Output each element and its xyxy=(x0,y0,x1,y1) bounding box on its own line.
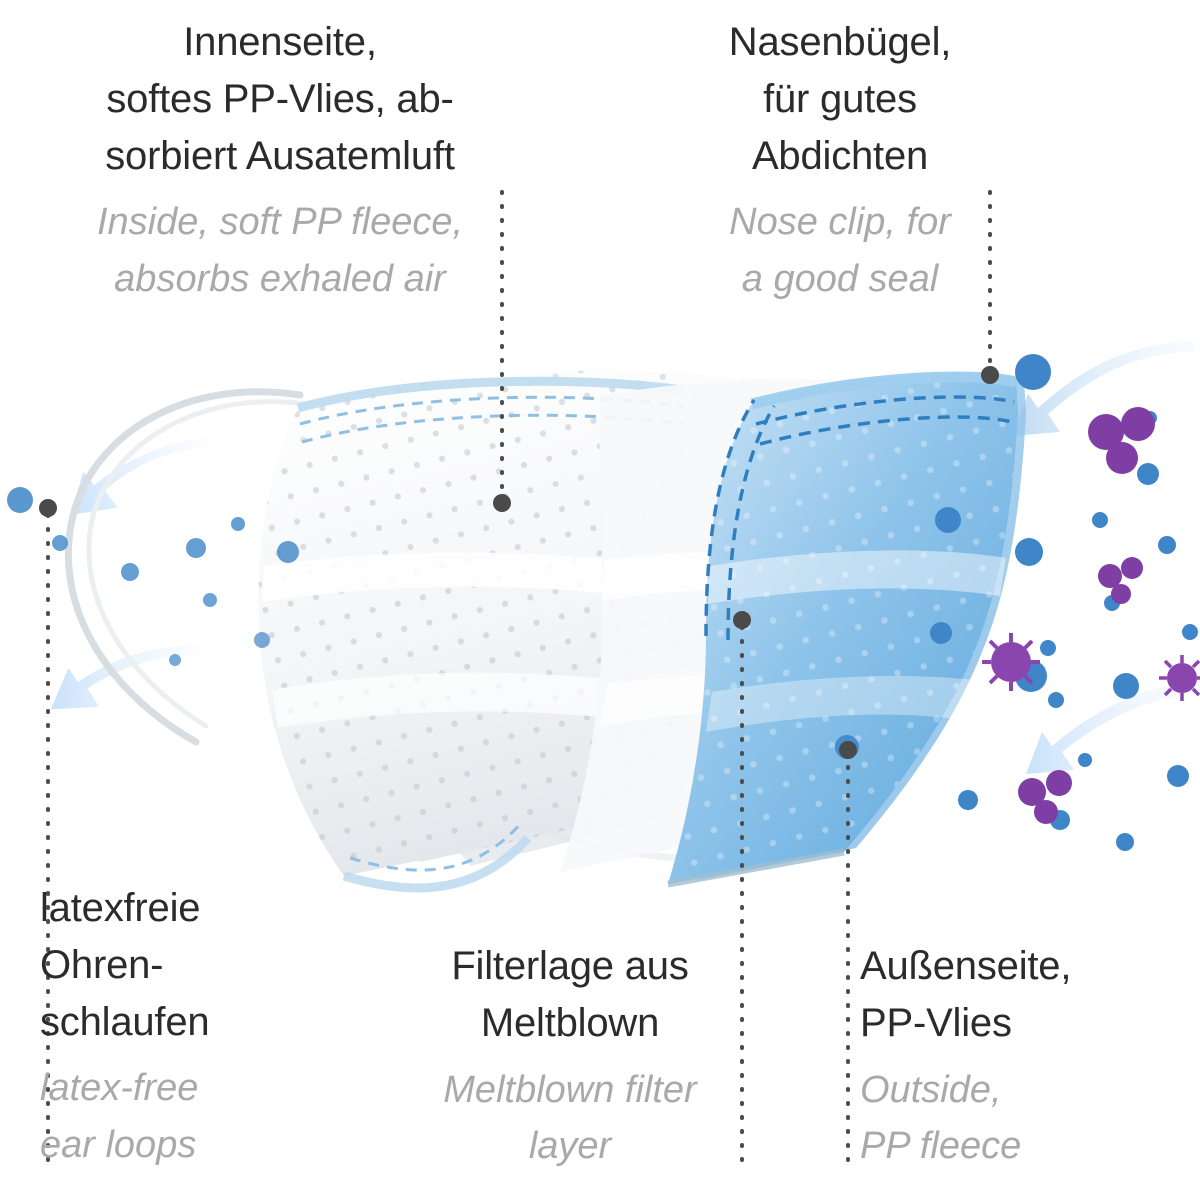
callout-outside-en-line-1: Outside, xyxy=(860,1068,1002,1111)
callout-outside-en-line-2: PP fleece xyxy=(860,1124,1022,1167)
callout-inside-de-line-2: softes PP-Vlies, ab- xyxy=(106,76,454,121)
callout-nose-clip-label-en xyxy=(690,194,990,306)
callout-filter-layer-de-line-2: Meltblown xyxy=(480,1000,660,1045)
callout-inside-de-line-3: sorbiert Ausatemluft xyxy=(105,133,455,178)
callout-ear-loops-de-line-1: latexfreie xyxy=(40,886,201,930)
callout-ear-loops-label-de xyxy=(40,880,370,1050)
callout-nose-clip xyxy=(690,14,990,307)
callout-filter-layer-en-line-2: layer xyxy=(528,1124,612,1167)
callout-inside-label-de xyxy=(60,14,500,184)
callout-inside-en-line-2: absorbs exhaled air xyxy=(114,257,446,300)
callout-inside-de-line-1: Innenseite, xyxy=(183,20,377,64)
callout-outside-de-line-1: Außenseite, xyxy=(860,944,1072,988)
callout-ear-loops-label-en xyxy=(40,1060,370,1172)
callout-filter-layer xyxy=(400,938,740,1174)
callout-ear-loops xyxy=(40,880,370,1173)
callout-ear-loops-en-line-1: latex-free xyxy=(40,1067,199,1110)
callout-ear-loops-de-line-2: Ohren- xyxy=(40,942,164,987)
callout-inside-en-line-1: Inside, soft PP fleece, xyxy=(96,201,464,244)
callout-filter-layer-en-line-1: Meltblown filter xyxy=(443,1068,697,1111)
callout-nose-clip-de-line-3: Abdichten xyxy=(751,133,929,178)
callout-filter-layer-label-en xyxy=(400,1062,740,1174)
callout-outside-de-line-2: PP-Vlies xyxy=(860,1000,1012,1045)
callout-outside-label-en xyxy=(860,1062,1160,1174)
callout-nose-clip-de-line-1: Nasenbügel, xyxy=(728,20,952,64)
callout-nose-clip-en-line-1: Nose clip, for xyxy=(729,201,951,244)
callout-nose-clip-de-line-2: für gutes xyxy=(763,76,917,121)
callout-outside xyxy=(860,938,1160,1174)
callout-nose-clip-en-line-2: a good seal xyxy=(741,257,939,300)
callout-inside xyxy=(60,14,500,307)
callout-nose-clip-label-de xyxy=(690,14,990,184)
callout-ear-loops-en-line-2: ear loops xyxy=(40,1123,197,1166)
callout-outside-label-de xyxy=(860,938,1160,1052)
coronavirus-icon xyxy=(982,633,1200,701)
callout-filter-layer-de-line-1: Filterlage aus xyxy=(451,944,689,988)
callout-filter-layer-label-de xyxy=(400,938,740,1052)
callout-ear-loops-de-line-3: schlaufen xyxy=(40,999,210,1044)
callout-inside-label-en xyxy=(60,194,500,306)
